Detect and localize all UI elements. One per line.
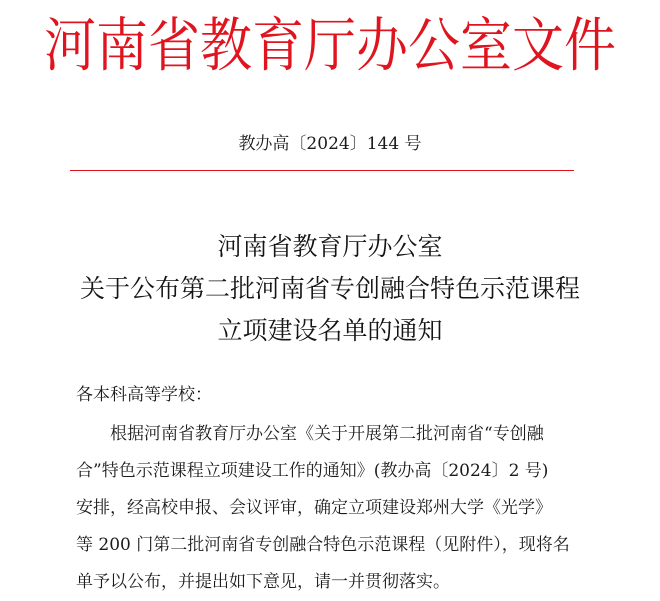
- body-line-4: 等 200 门第二批河南省专创融合特色示范课程（见附件），现将名: [76, 535, 570, 555]
- masthead-title: 河南省教育厅办公室文件: [43, 12, 616, 81]
- body-line-5: 单予以公布，并提出如下意见，请一并贯彻落实。: [76, 572, 450, 592]
- title-line-3: 立项建设名单的通知: [217, 316, 443, 345]
- document-number: 教办高〔2024〕144 号: [238, 134, 422, 154]
- title-line-2: 关于公布第二批河南省专创融合特色示范课程: [79, 274, 580, 303]
- body-paragraph: [76, 416, 596, 601]
- title-line-1: 河南省教育厅办公室: [217, 232, 443, 261]
- red-divider-line: [70, 170, 574, 171]
- body-line-1: 根据河南省教育厅办公室《关于开展第二批河南省“专创融: [110, 424, 544, 444]
- body-line-3: 安排，经高校申报、会议评审，确定立项建设郑州大学《光学》: [76, 498, 552, 518]
- body-line-2: 合”特色示范课程立项建设工作的通知》(教办高〔2024〕2 号): [76, 461, 549, 481]
- notice-title: [0, 226, 660, 352]
- salutation: 各本科高等学校：: [76, 385, 212, 405]
